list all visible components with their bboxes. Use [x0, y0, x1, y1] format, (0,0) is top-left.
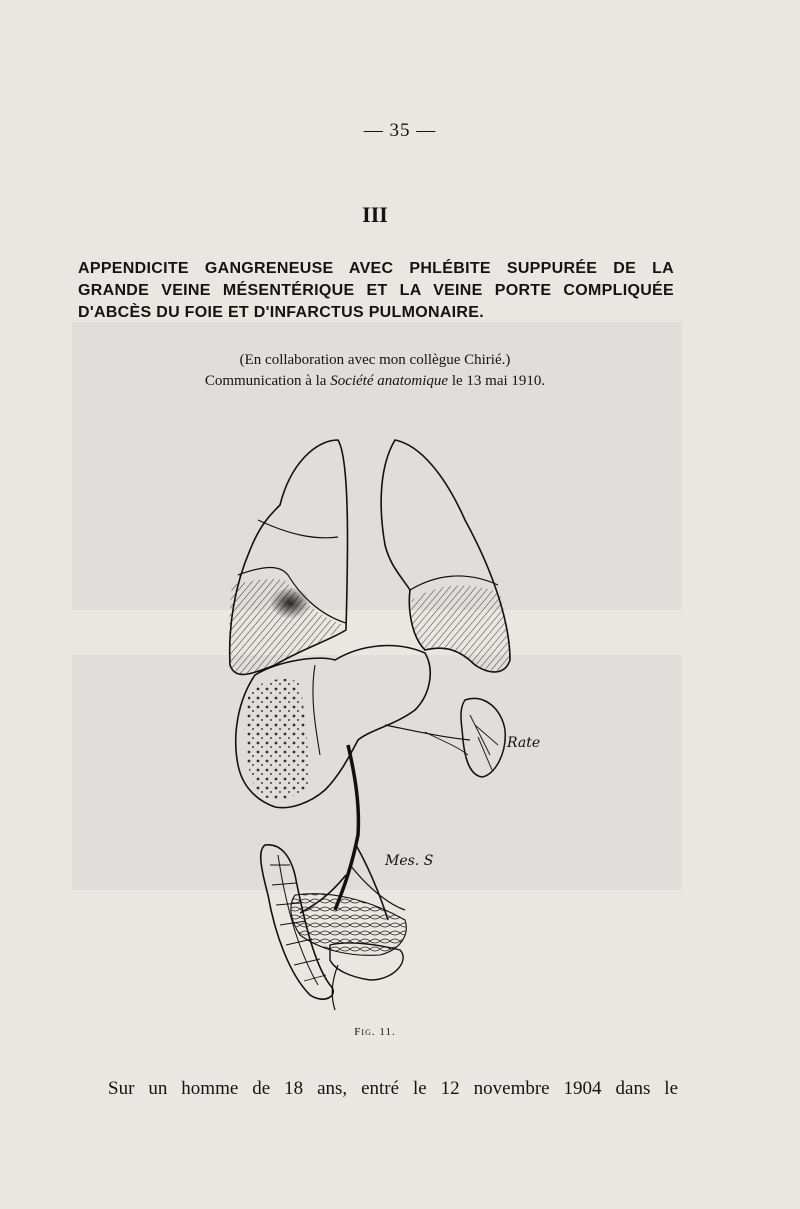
spleen — [461, 698, 505, 777]
article-title: APPENDICITE GANGRENEUSE AVEC PHLÉBITE SUPPURÉE DE LA GRANDE VEINE MÉSENTÉRIQUE ET LA VEINE PORTE COMPLIQUÉE D'ABCÈS DU FOIE ET D'INFARCTUS PULMONAIRE. — [78, 260, 674, 321]
section-number: III — [362, 202, 388, 227]
communication-suffix: le 13 mai 1910. — [448, 373, 546, 389]
anatomical-figure — [220, 425, 560, 1020]
mesentery — [291, 894, 406, 956]
label-rate: Rate — [507, 735, 541, 751]
figure-caption: Fig. 11. — [354, 1026, 396, 1038]
page-number: — 35 — — [363, 120, 437, 141]
infarct-spot — [270, 587, 310, 619]
mesenteric-vein — [335, 745, 358, 910]
communication-prefix: Communication à la — [204, 373, 331, 389]
body-paragraph: Sur un homme de 18 ans, entré le 12 novembre 1904 dans le — [108, 1078, 678, 1099]
society-name: Société anatomique — [330, 373, 449, 389]
communication-line — [0, 370, 750, 392]
label-mes-s: Mes. S — [385, 853, 434, 869]
collaboration-note: (En collaboration avec mon collègue Chirié.) — [239, 352, 511, 368]
